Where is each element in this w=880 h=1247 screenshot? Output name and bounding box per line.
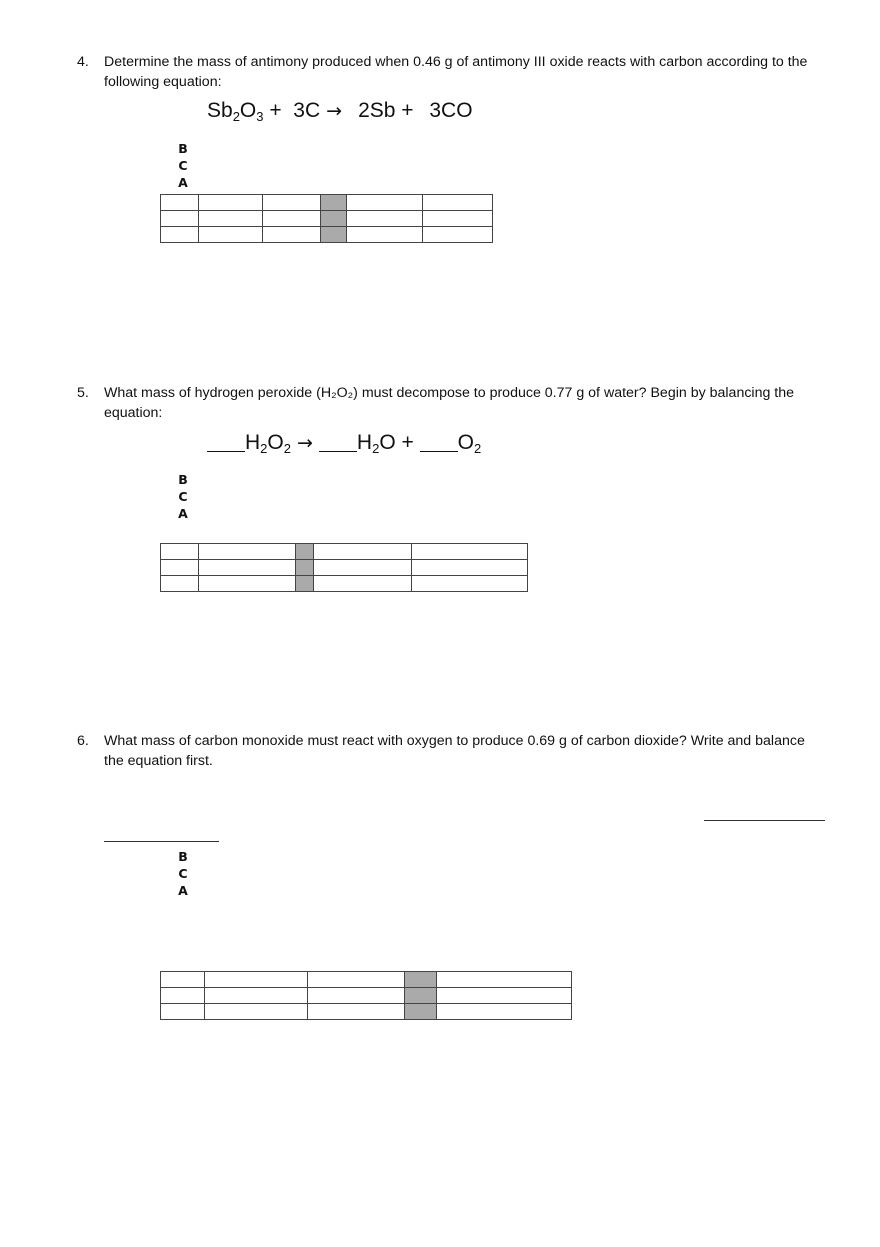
equation-term: H: [356, 431, 373, 454]
grid-cell[interactable]: [199, 227, 263, 243]
label-a: A: [178, 506, 188, 521]
equation-term: 3CO: [429, 99, 473, 122]
label-a: A: [178, 175, 188, 190]
grid-cell[interactable]: [205, 988, 308, 1004]
coefficient-blank[interactable]: [319, 433, 357, 452]
label-b: B: [178, 849, 188, 864]
grid-cell[interactable]: [161, 972, 205, 988]
table-row: [161, 544, 528, 560]
answer-line[interactable]: [704, 820, 825, 821]
equation-antimony: [207, 98, 473, 124]
shaded-cell: [296, 544, 314, 560]
grid-cell[interactable]: [263, 227, 321, 243]
subscript: 2: [232, 109, 240, 124]
plus-sign: +: [395, 99, 420, 122]
table-row: [161, 227, 493, 243]
question-number: 5.: [77, 385, 89, 401]
question-text: Determine the mass of antimony produced when 0.46 g of antimony III oxide reacts with carbon according to the following equation:: [104, 54, 808, 90]
table-row: [161, 972, 572, 988]
grid-cell[interactable]: [347, 195, 423, 211]
grid-cell[interactable]: [314, 544, 412, 560]
table-row: [161, 195, 493, 211]
grid-cell[interactable]: [205, 1004, 308, 1020]
table-row: [161, 576, 528, 592]
grid-cell[interactable]: [347, 211, 423, 227]
grid-cell[interactable]: [161, 988, 205, 1004]
grid-cell[interactable]: [205, 972, 308, 988]
table-row: [161, 1004, 572, 1020]
label-c: C: [178, 489, 188, 504]
equation-term: O: [457, 431, 474, 454]
shaded-cell: [296, 576, 314, 592]
shaded-cell: [321, 227, 347, 243]
bca-labels: [176, 848, 190, 899]
question-text: What mass of hydrogen peroxide (H₂O₂) must decompose to produce 0.77 g of water? Begin by balancing the equation:: [104, 385, 795, 421]
grid-cell[interactable]: [314, 576, 412, 592]
grid-cell[interactable]: [161, 544, 199, 560]
grid-cell[interactable]: [423, 211, 493, 227]
equation-term: H: [245, 431, 261, 454]
subscript: 2: [283, 441, 291, 456]
label-b: B: [178, 141, 188, 156]
question-number: 4.: [77, 54, 89, 70]
grid-cell[interactable]: [161, 211, 199, 227]
equation-term: Sb: [207, 99, 233, 122]
grid-cell[interactable]: [161, 560, 199, 576]
grid-cell[interactable]: [161, 1004, 205, 1020]
grid-cell[interactable]: [437, 988, 572, 1004]
subscript: 2: [473, 441, 482, 456]
plus-sign: +: [263, 99, 288, 122]
question-5: [77, 383, 827, 423]
grid-cell[interactable]: [412, 576, 528, 592]
table-row: [161, 560, 528, 576]
equation-term: 3C: [293, 99, 321, 122]
equation-hydrogen-peroxide: [207, 430, 481, 456]
question-text: What mass of carbon monoxide must react with oxygen to produce 0.69 g of carbon dioxide? Write and balance the equation first.: [104, 733, 805, 769]
shaded-cell: [405, 972, 437, 988]
grid-cell[interactable]: [199, 195, 263, 211]
answer-line[interactable]: [104, 841, 219, 842]
grid-cell[interactable]: [161, 227, 199, 243]
answer-grid-2: [160, 543, 528, 592]
answer-grid-1: [160, 194, 493, 243]
subscript: 2: [260, 441, 268, 456]
grid-cell[interactable]: [347, 227, 423, 243]
label-b: B: [178, 472, 188, 487]
shaded-cell: [405, 988, 437, 1004]
label-c: C: [178, 866, 188, 881]
grid-cell[interactable]: [308, 1004, 405, 1020]
grid-cell[interactable]: [199, 211, 263, 227]
grid-cell[interactable]: [308, 988, 405, 1004]
subscript: 3: [256, 109, 264, 124]
equation-term: 2Sb: [358, 99, 396, 122]
grid-cell[interactable]: [423, 195, 493, 211]
shaded-cell: [405, 1004, 437, 1020]
equation-term: O: [267, 431, 284, 454]
grid-cell[interactable]: [263, 211, 321, 227]
coefficient-blank[interactable]: [420, 433, 458, 452]
table-row: [161, 988, 572, 1004]
shaded-cell: [321, 195, 347, 211]
arrow-right-icon: →: [296, 432, 313, 454]
grid-cell[interactable]: [308, 972, 405, 988]
answer-grid-3: [160, 971, 572, 1020]
plus-sign: +: [395, 431, 420, 454]
label-a: A: [178, 883, 188, 898]
question-6: [77, 731, 827, 771]
arrow-right-icon: →: [326, 100, 343, 122]
equation-term: O: [239, 99, 257, 122]
grid-cell[interactable]: [412, 560, 528, 576]
label-c: C: [178, 158, 188, 173]
question-number: 6.: [77, 733, 89, 749]
shaded-cell: [321, 211, 347, 227]
grid-cell[interactable]: [437, 1004, 572, 1020]
table-row: [161, 211, 493, 227]
grid-cell[interactable]: [199, 544, 296, 560]
equation-term: O: [379, 431, 396, 454]
grid-cell[interactable]: [423, 227, 493, 243]
question-4: [77, 52, 827, 92]
shaded-cell: [296, 560, 314, 576]
grid-cell[interactable]: [161, 195, 199, 211]
grid-cell[interactable]: [199, 560, 296, 576]
grid-cell[interactable]: [314, 560, 412, 576]
coefficient-blank[interactable]: [207, 433, 245, 452]
grid-cell[interactable]: [437, 972, 572, 988]
bca-labels: [176, 471, 190, 522]
grid-cell[interactable]: [199, 576, 296, 592]
grid-cell[interactable]: [263, 195, 321, 211]
grid-cell[interactable]: [412, 544, 528, 560]
subscript: 2: [372, 441, 380, 456]
grid-cell[interactable]: [161, 576, 199, 592]
bca-labels: [176, 140, 190, 191]
